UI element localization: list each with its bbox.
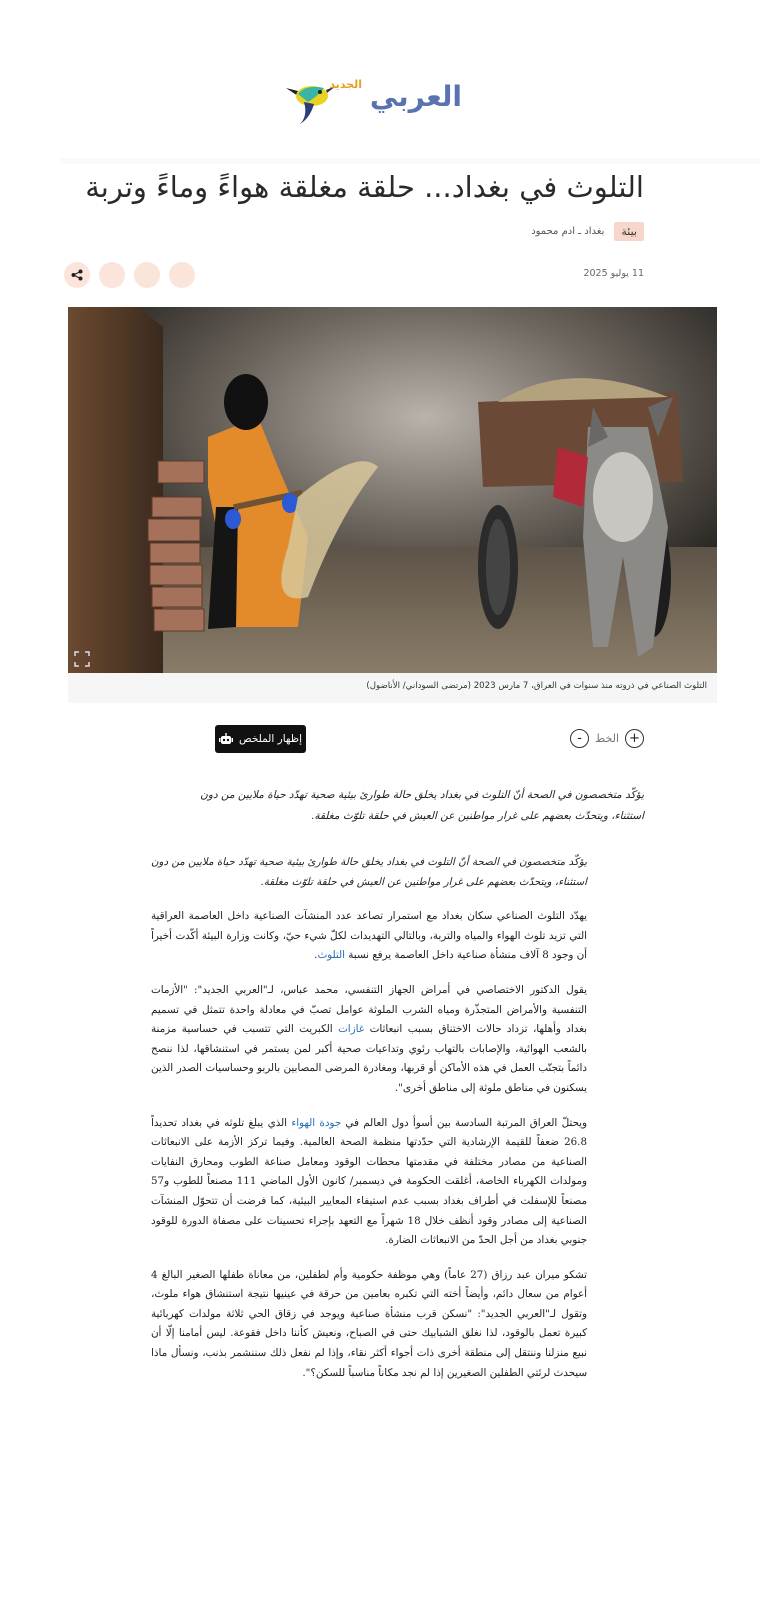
article-paragraph bbox=[151, 907, 587, 966]
topic-link-gases[interactable]: غازات bbox=[338, 1023, 365, 1036]
category-badge[interactable]: بيئة bbox=[614, 222, 644, 241]
font-increase-button[interactable]: + bbox=[625, 729, 644, 748]
font-size-control bbox=[570, 729, 644, 748]
topic-link-air-quality[interactable]: جودة الهواء bbox=[291, 1116, 342, 1129]
hummingbird-logo-icon bbox=[280, 76, 336, 126]
robot-icon bbox=[219, 733, 233, 745]
paragraph-text: يهدّد التلوث الصناعي سكان بغداد مع استمرار تصاعد عدد المنشآت الصناعية داخل العاصمة العراقية التي تزيد تلوث الهواء والمياه والتربة، وبالتالي التهديدات لكلّ شيء حيّ، وكانت وزارة البيئة أكّدت أخيراً أن وجود 8 آلاف منشأة صناعية داخل العاصمة يرفع نسبة bbox=[151, 910, 587, 962]
paragraph-text: ويحتلّ العراق المرتبة السادسة بين أسوأ دول العالم في bbox=[341, 1116, 587, 1129]
image-caption-box bbox=[68, 673, 717, 703]
hero-photo bbox=[68, 307, 717, 673]
paragraph-text: الكبريت التي تتسبب في حساسية مزمنة بالشعب الهوائية، والإصابات بالتهاب رئوي وتداعيات صحية أكبر لمن يستمر في استنشاقها، لذا ننصح دائماً بتجنّب العمل في هذه الأماكن أو قربها، ومغادرة المرضى المصابين بالربو وحساسيات الصدر الذين يسكنون في مناطق ملوثة إلى مناطق أخرى". bbox=[151, 1023, 587, 1094]
image-caption: التلوث الصناعي في ذروته منذ سنوات في العراق، 7 مارس 2023 (مرتضى السوداني/ الأناضول) bbox=[366, 681, 707, 691]
logo-subtitle: الجديد bbox=[329, 78, 362, 91]
article-hero-image[interactable] bbox=[68, 307, 717, 673]
article-paragraph bbox=[151, 1114, 587, 1251]
share-icon bbox=[71, 269, 83, 281]
header-divider bbox=[60, 158, 760, 164]
social-share-button[interactable] bbox=[99, 262, 125, 288]
social-share-button[interactable] bbox=[169, 262, 195, 288]
paragraph-text: . bbox=[314, 949, 318, 962]
article-title: التلوث في بغداد... حلقة مغلقة هواءً وماءً وتربة bbox=[85, 170, 644, 204]
expand-icon[interactable] bbox=[73, 650, 91, 668]
paragraph-text: يقول الدكتور الاختصاصي في أمراض الجهاز التنفسي، محمد عباس، لـ"العربي الجديد": "الأزمات التنفسية والأمراض المتجذّرة ومياه الشرب الملوثة عوامل تصبّ في معادلة واحدة تتمثل في تسميم بغداد وأهلها، تزداد حالات الاختناق بسبب انبعاثات bbox=[151, 983, 587, 1036]
site-logo[interactable] bbox=[280, 76, 462, 128]
article-paragraph: تشكو ميران عبد رزاق (27 عاماً) وهي موظفة حكومية وأم لطفلين، من معاناة طفلها الصغير البالغ 4 أعوام من سعال دائم، وأيضاً أخته التي تكبره بعامين من حرقة في عينيها نتيجة استنشاق هواء ملوث، وتقول لـ"العربي الجديد": "نسكن قرب منشأة صناعية ويوجد في زقاق الحي ثلاثة مولدات كهربائية كبيرة تعمل بالوقود، لذا نغلق الشبابيك حتى في الصباح، ونعيش كأننا داخل فقوعة. ليس أمامنا إلّا أن نبيع منزلنا وننتقل إلى منطقة أخرى ذات أجواء أكثر نقاء، وإذا لم نفعل ذلك سننشمر بذنب، ونسأل ماذا سيحدث لرئتي الطفلين الصغيرين إذا لم نجد مكاناً مناسباً للسكن؟". bbox=[151, 1268, 587, 1379]
show-summary-button[interactable] bbox=[215, 725, 306, 753]
article-byline: بغداد ـ ادم محمود bbox=[531, 225, 605, 237]
article-date: 11 يوليو 2025 bbox=[583, 268, 644, 279]
article-meta bbox=[531, 220, 644, 242]
summary-button-label: إظهار الملخص bbox=[238, 733, 303, 745]
share-bar bbox=[64, 262, 195, 288]
social-share-button[interactable] bbox=[134, 262, 160, 288]
share-button[interactable] bbox=[64, 262, 90, 288]
article-lead: يؤكّد متخصصون في الصحة أنّ التلوث في بغداد يخلق حالة طوارئ بيئية صحية تهدّد حياة ملايين من دون استثناء، ويتحدّث بعضهم على غرار مواطنين عن العيش في حلقة تلوّث مغلقة. bbox=[200, 789, 644, 822]
paragraph-text: الذي يبلغ تلوثه في بغداد تحديداً 26.8 ضعفاً للقيمة الإرشادية التي حدّدتها منظمة الصحة العالمية. وفيما تركز الأزمة على الانبعاثات الصناعية من مصادر مختلفة في مقدمتها محطات الوقود ومعامل صناعة الطوب ومحارق النفايات ومولدات الكهرباء الخاصة، أغلقت الحكومة في ديسمبر/ كانون الأول الماضي 111 مصنعاً للطوب و57 مصنعاً للإسفلت في أطراف بغداد بسبب عدم استيفاء المعايير البيئية، كما فرضت أن تتحوّل المنشآت الصناعية إلى مصادر وقود أنظف خلال 18 شهراً مع التعهد بإجراء تحسينات على مصفاة الدورة للوقود جنوبي بغداد من أجل الحدّ من الانبعاثات الضارة. bbox=[151, 1116, 587, 1247]
font-size-label: الخط bbox=[595, 732, 619, 745]
article-paragraph bbox=[151, 981, 587, 1099]
font-decrease-button[interactable]: - bbox=[570, 729, 589, 748]
topic-link-pollution[interactable]: التلوث bbox=[317, 949, 345, 962]
logo-wordmark: العربي bbox=[369, 80, 462, 113]
article-body bbox=[151, 853, 587, 1398]
article-paragraph: يؤكّد متخصصون في الصحة أنّ التلوث في بغداد يخلق حالة طوارئ بيئية صحية تهدّد حياة ملايين من دون استثناء، ويتحدّث بعضهم على غرار مواطنين عن العيش في حلقة تلوّث مغلقة. bbox=[151, 856, 587, 888]
